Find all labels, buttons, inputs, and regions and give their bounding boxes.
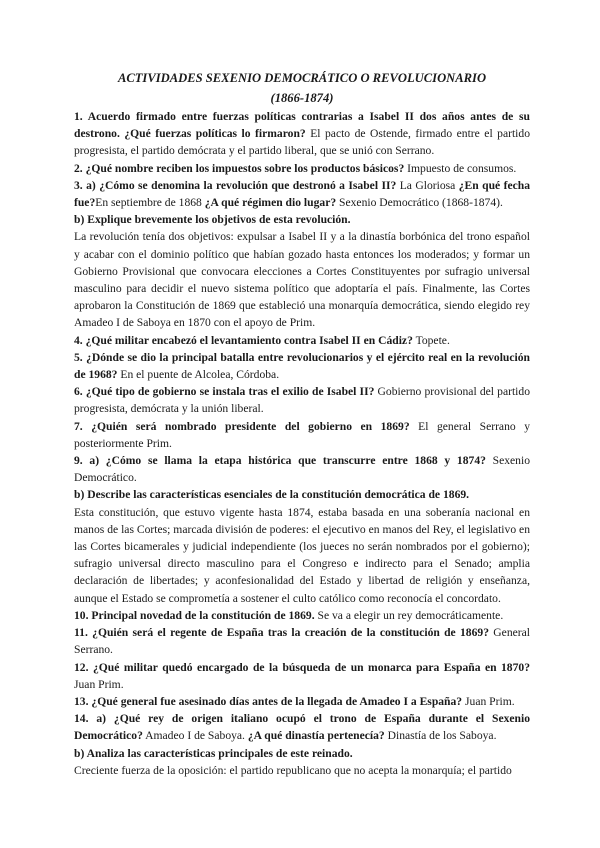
- item-7: 7. ¿Quién será nombrado presidente del gobierno en 1869? El general Serrano y posteriormente Prim.: [74, 419, 530, 450]
- item-5: 5. ¿Dónde se dio la principal batalla entre revolucionarios y el ejército real en la revolución de 1968? En el puente de Alcolea, Córdoba.: [74, 350, 530, 382]
- item-9b-answer: Esta constitución, que estuvo vigente hasta 1874, estaba basada en una soberanía nacional en manos de las Cortes; marcada división de poderes: el ejecutivo en manos del Rey, el legislativo en las Cortes bicamerales y judicial independiente (los jueces no serán nombrados por el gobierno); sufragio universal directo masculino para el Congreso e indirecto para el Senado; amplia declaración de libertades; y aconfesionalidad del Estado y libertad de religión y enseñanza, aunque el Estado se comprometía a sostener el culto católico como reconocía el concordato.: [74, 505, 530, 605]
- item-3b: b) Explique brevemente los objetivos de esta revolución.: [74, 213, 351, 227]
- item-12: 12. ¿Qué militar quedó encargado de la búsqueda de un monarca para España en 1870? Juan Prim.: [74, 660, 530, 691]
- item-11: 11. ¿Quién será el regente de España tras la creación de la constitución de 1869? General Serrano.: [74, 626, 530, 657]
- item-1: 1. Acuerdo firmado entre fuerzas políticas contrarias a Isabel II dos años antes de su destrono. ¿Qué fuerzas políticas lo firmaron? El pacto de Ostende, firmado entre el partido progresista, el partido demócrata y el partido liberal, que se unió con Serrano.: [74, 110, 530, 158]
- item-3b-answer: La revolución tenía dos objetivos: expulsar a Isabel II y a la dinastía borbónica del trono español y acabar con el dominio político que habían gozado hasta entonces los moderados; y formar un Gobierno Provisional que convocara elecciones a Cortes Constituyentes por sufragio universal masculino para decidir el nuevo sistema político que adoptaría el país. Finalmente, las Cortes aprobaron la Constitución de 1869 que estableció una monarquía democrática, siendo elegido rey Amadeo I de Saboya en 1870 con el apoyo de Prim.: [74, 230, 530, 330]
- item-6: 6. ¿Qué tipo de gobierno se instala tras el exilio de Isabel II? Gobierno provisional del partido progresista, demócrata y la unión liberal.: [74, 385, 530, 416]
- item-14a: 14. a) ¿Qué rey de origen italiano ocupó el trono de España durante el Sexenio Democrático? Amadeo I de Saboya. ¿A qué dinastía pertenecía? Dinastía de los Saboya.: [74, 712, 530, 743]
- item-2: 2. ¿Qué nombre reciben los impuestos sobre los productos básicos? Impuesto de consumos.: [74, 161, 517, 175]
- item-9a: 9. a) ¿Cómo se llama la etapa histórica que transcurre entre 1868 y 1874? Sexenio Democrático.: [74, 454, 530, 485]
- document-page: [74, 68, 530, 779]
- item-13: 13. ¿Qué general fue asesinado días antes de la llegada de Amadeo I a España? Juan Prim.: [74, 694, 515, 708]
- item-9b: b) Describe las características esenciales de la constitución democrática de 1869.: [74, 488, 470, 502]
- document-title: ACTIVIDADES SEXENIO DEMOCRÁTICO O REVOLUCIONARIO: [117, 71, 487, 85]
- item-10: 10. Principal novedad de la constitución de 1869. Se va a elegir un rey democráticamente.: [74, 608, 504, 622]
- item-14b-answer: Creciente fuerza de la oposición: el partido republicano que no acepta la monarquía; el partido: [74, 763, 512, 777]
- item-14b: b) Analiza las características principales de este reinado.: [74, 746, 353, 760]
- item-4: 4. ¿Qué militar encabezó el levantamiento contra Isabel II en Cádiz? Topete.: [74, 333, 450, 347]
- item-3a: 3. a) ¿Cómo se denomina la revolución que destronó a Isabel II? La Gloriosa ¿En qué fecha fue?En septiembre de 1868 ¿A qué régimen dio lugar? Sexenio Democrático (1868-1874).: [74, 178, 530, 210]
- document-subtitle: (1866-1874): [270, 91, 334, 105]
